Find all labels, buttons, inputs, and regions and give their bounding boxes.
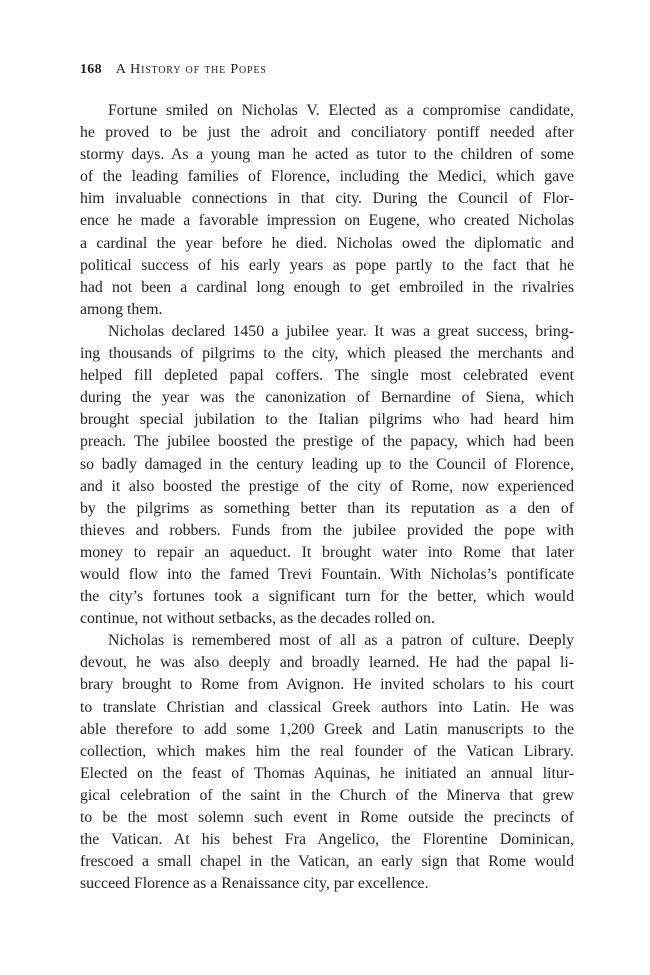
text-line: ence he made a favorable impression on Eugene, who created Nicholas — [80, 212, 574, 230]
text-line: and it also boosted the prestige of the city of Rome, now experienced — [80, 477, 574, 495]
text-line: collection, which makes him the real founder of the Vatican Library. — [80, 742, 574, 760]
text-line: ing thousands of pilgrims to the city, which pleased the merchants and — [80, 345, 574, 363]
text-line: preach. The jubilee boosted the prestige of the papacy, which had been — [80, 433, 574, 451]
text-line: helped fill depleted papal coffers. The single most celebrated event — [80, 367, 574, 385]
text-line: Nicholas is remembered most of all as a patron of culture. Deeply — [108, 632, 574, 650]
text-line: Elected on the feast of Thomas Aquinas, he initiated an annual litur- — [80, 764, 574, 782]
text-line: a cardinal the year before he died. Nicholas owed the diplomatic and — [80, 234, 574, 252]
text-line: money to repair an aqueduct. It brought water into Rome that later — [80, 543, 574, 561]
text-line: Nicholas declared 1450 a jubilee year. It was a great success, bring- — [108, 322, 574, 340]
text-line: so badly damaged in the century leading up to the Council of Florence, — [80, 455, 574, 473]
text-line: stormy days. As a young man he acted as tutor to the children of some — [80, 146, 574, 164]
running-head — [80, 62, 267, 78]
text-line: able therefore to add some 1,200 Greek and Latin manuscripts to the — [80, 720, 574, 738]
text-line: succeed Florence as a Renaissance city, par excellence. — [80, 875, 429, 893]
text-line: devout, he was also deeply and broadly learned. He had the papal li- — [80, 654, 574, 672]
text-line: he proved to be just the adroit and conciliatory pontiff needed after — [80, 124, 574, 142]
text-line: continue, not without setbacks, as the decades rolled on. — [80, 610, 435, 628]
text-line: thieves and robbers. Funds from the jubilee provided the pope with — [80, 521, 574, 539]
paragraph — [80, 100, 574, 321]
text-line: to be the most solemn such event in Rome outside the precincts of — [80, 809, 574, 826]
paragraph — [80, 321, 574, 630]
text-line: brary brought to Rome from Avignon. He invited scholars to his court — [80, 676, 574, 694]
running-title: A History of the Popes — [115, 62, 267, 77]
text-line: of the leading families of Florence, including the Medici, which gave — [80, 168, 574, 186]
text-line: among them. — [80, 300, 163, 318]
text-line: gical celebration of the saint in the Church of the Minerva that grew — [80, 786, 574, 804]
page-number: 168 — [80, 62, 102, 77]
text-line: to translate Christian and classical Greek authors into Latin. He was — [80, 698, 574, 716]
text-line: during the year was the canonization of Bernardine of Siena, which — [80, 389, 574, 407]
body-text — [80, 100, 574, 895]
text-line: would flow into the famed Trevi Fountain. With Nicholas’s pontificate — [80, 565, 574, 583]
text-line: by the pilgrims as something better than its reputation as a den of — [80, 499, 574, 517]
text-line: had not been a cardinal long enough to get embroiled in the rivalries — [80, 278, 574, 296]
paragraph — [80, 630, 574, 895]
text-line: the city’s fortunes took a significant turn for the better, which would — [80, 588, 574, 606]
text-line: political success of his early years as pope partly to the fact that he — [80, 256, 574, 274]
text-line: Fortune smiled on Nicholas V. Elected as a compromise candidate, — [108, 102, 574, 119]
text-line: him invaluable connections in that city. During the Council of Flor- — [80, 190, 574, 208]
text-line: the Vatican. At his behest Fra Angelico, the Florentine Dominican, — [80, 831, 574, 849]
text-line: frescoed a small chapel in the Vatican, an early sign that Rome would — [80, 853, 574, 871]
text-line: brought special jubilation to the Italian pilgrims who had heard him — [80, 411, 574, 429]
